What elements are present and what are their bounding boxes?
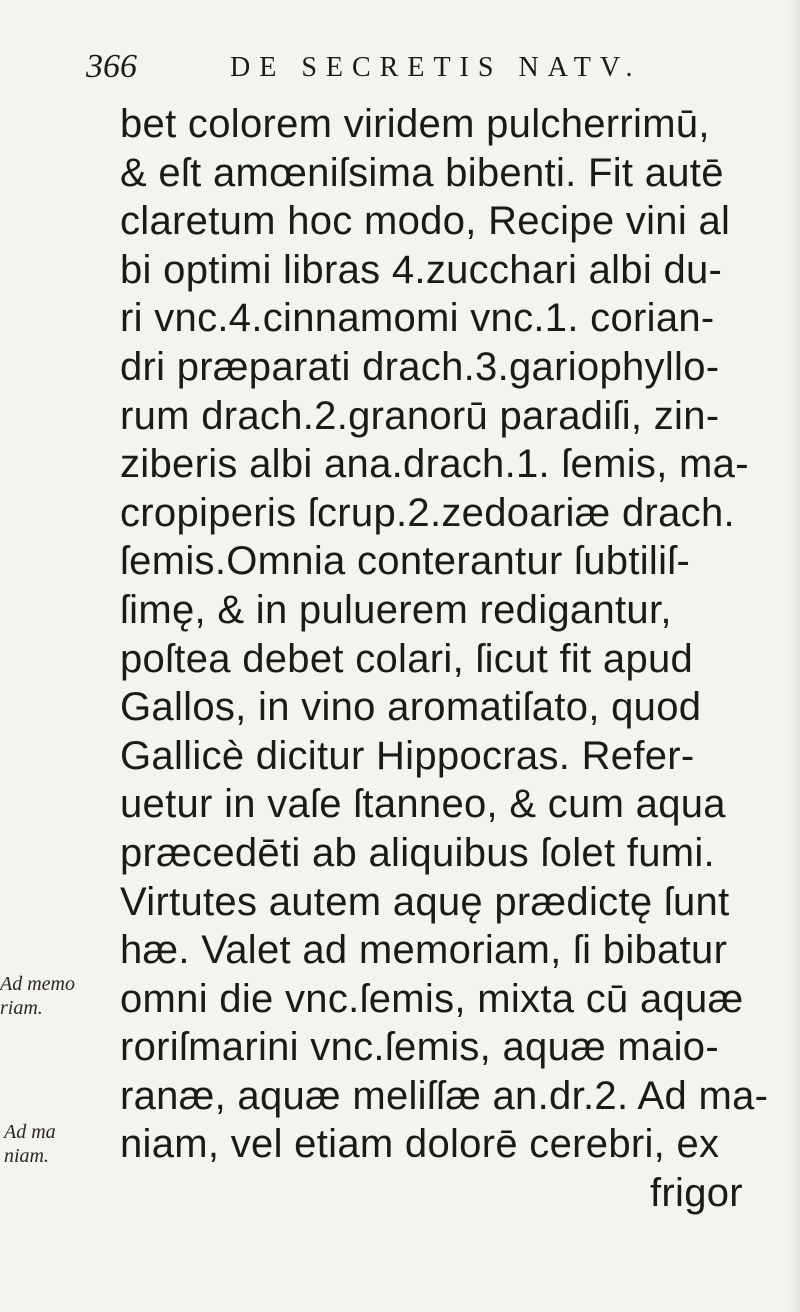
text-line: præcedēti ab aliquibus ſolet fumi.	[120, 830, 715, 875]
body-text	[120, 100, 800, 1218]
text-line: omni die vnc.ſemis, mixta cū aquæ	[120, 976, 744, 1021]
text-line: ri vnc.4.cinnamomi vnc.1. corian-	[120, 296, 715, 341]
page-header	[80, 48, 780, 98]
margin-note-line: niam.	[4, 1145, 49, 1167]
catchword: frigor	[650, 1171, 743, 1216]
margin-note-line: Ad memo	[0, 973, 75, 995]
page-number: 366	[86, 48, 137, 85]
text-line: bet colorem viridem pulcherrimū,	[120, 102, 710, 146]
text-line: bi optimi libras 4.zucchari albi du-	[120, 247, 723, 292]
text-line: hæ. Valet ad memoriam, ſi bibatur	[120, 928, 728, 973]
text-line: uetur in vaſe ſtanneo, & cum aqua	[120, 782, 726, 827]
running-head: DE SECRETIS NATV.	[230, 52, 642, 83]
text-line: ranæ, aquæ meliſſæ an.dr.2. Ad ma-	[120, 1073, 769, 1118]
text-line: roriſmarini vnc.ſemis, aquæ maio-	[120, 1025, 719, 1070]
text-line: poſtea debet colari, ſicut fit apud	[120, 636, 694, 681]
text-line: claretum hoc modo, Recipe vini al	[120, 199, 731, 244]
text-line: ziberis albi ana.drach.1. ſemis, ma-	[120, 442, 749, 487]
margin-note-line: riam.	[0, 997, 43, 1019]
text-line: ſemis.Omnia conterantur ſubtiliſ-	[120, 539, 691, 584]
text-line: dri præparati drach.3.gariophyllo-	[120, 344, 720, 389]
page-edge-shadow	[786, 0, 800, 1312]
text-line: Virtutes autem aquę prædictę ſunt	[120, 879, 730, 924]
text-line: cropiperis ſcrup.2.zedoariæ drach.	[120, 490, 735, 535]
margin-note-mania	[4, 1120, 114, 1168]
text-line: rum drach.2.granorū paradiſi, zin-	[120, 393, 720, 438]
text-line: & eſt amœniſsima bibenti. Fit autē	[120, 150, 724, 195]
margin-note-memory	[0, 972, 110, 1020]
text-line: Gallos, in vino aromatiſato, quod	[120, 685, 702, 730]
text-line: Gallicè dicitur Hippocras. Refer-	[120, 733, 695, 778]
margin-note-line: Ad ma	[4, 1121, 56, 1143]
text-line: ſimę, & in puluerem redigantur,	[120, 587, 672, 632]
text-line: niam, vel etiam dolorē cerebri, ex	[120, 1122, 720, 1167]
